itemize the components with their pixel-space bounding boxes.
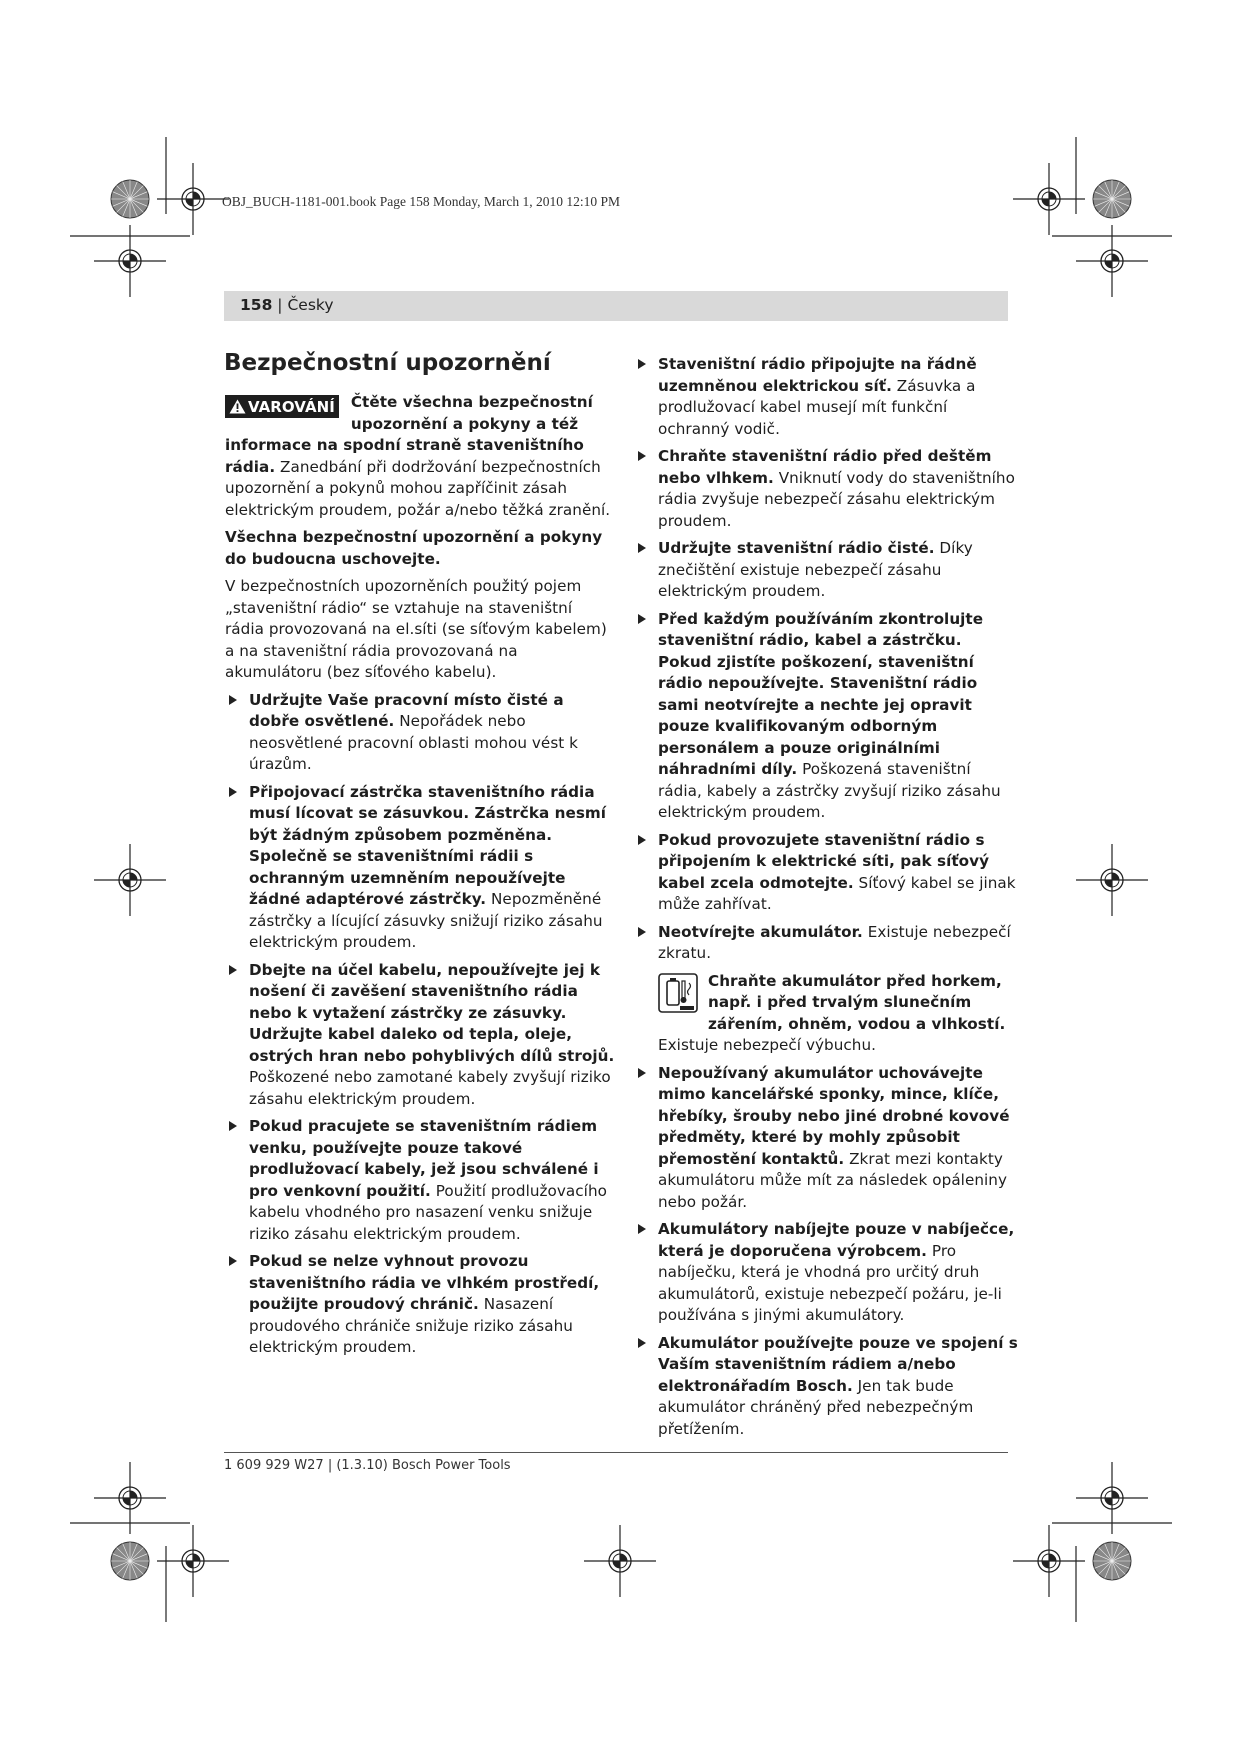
page-number: 158 — [240, 296, 273, 314]
list-item: Udržujte Vaše pracovní místo čisté a dobře osvětlené. Nepořádek nebo neosvětlené pracovní oblasti mohou vést k úrazům. — [225, 690, 615, 776]
list-item: Akumulátor používejte pouze ve spojení s Vaším staveništním rádiem a/nebo elektronářadím Bosch. Jen tak bude akumulátor chráněný před nebezpečným přetížením. — [634, 1333, 1018, 1441]
intro-text: Zanedbání při dodržování bezpečnostních upozornění a pokynů mohou zapříčinit zásah elektrickým proudem, požár a/nebo těžká zranění. — [225, 457, 611, 519]
header-separator: | — [277, 296, 283, 314]
bullet-arrow-icon — [638, 1224, 646, 1234]
keep-note-text: Všechna bezpečnostní upozornění a pokyny do budoucna uschovejte. — [225, 528, 603, 568]
page-footer: 1 609 929 W27 | (1.3.10) Bosch Power Tools — [224, 1458, 511, 1473]
keep-note — [225, 527, 615, 570]
battery-heat-warning-icon — [658, 973, 698, 1013]
bullet-arrow-icon — [229, 965, 237, 975]
list-item: Připojovací zástrčka staveništního rádia musí lícovat se zásuvkou. Zástrčka nesmí být žádným způsobem pozměněna. Společně se staveništními rádii s ochranným uzemněním nepoužívejte žádné adaptérové zástrčky. Nepozměněné zástrčky a lícující zásuvky snižují riziko zásahu elektrickým proudem. — [225, 782, 615, 954]
bullet-arrow-icon — [229, 1121, 237, 1131]
warning-triangle-icon — [229, 399, 246, 414]
list-item: Staveništní rádio připojujte na řádně uzemněnou elektrickou síť. Zásuvka a prodlužovací kabel musejí mít funkční ochranný vodič. — [634, 354, 1018, 440]
bullet-arrow-icon — [229, 695, 237, 705]
intro-paragraph — [225, 392, 615, 521]
list-item: Pokud pracujete se staveništním rádiem venku, používejte pouze takové prodlužovací kabely, jež jsou schválené i pro venkovní použití. Použití prodlužovacího kabelu vhodného pro nasazení venku snižuje riziko zásahu elektrickým proudem. — [225, 1116, 615, 1245]
bullet-arrow-icon — [229, 1256, 237, 1266]
warning-badge-label: VAROVÁNÍ — [248, 398, 335, 416]
list-item: Nepoužívaný akumulátor uchovávejte mimo kancelářské sponky, mince, klíče, hřebíky, šrouby nebo jiné drobné kovové předměty, které by mohly způsobit přemostění kontaktů. Zkrat mezi kontakty akumulátoru může mít za následek opáleniny nebo požár. — [634, 1063, 1018, 1214]
bullet-arrow-icon — [638, 1068, 646, 1078]
list-item: Dbejte na účel kabelu, nepoužívejte jej k nošení či zavěšení staveništního rádia nebo k vytažení zástrčky ze zásuvky. Udržujte kabel daleko od tepla, oleje, ostrých hran nebo pohyblivých dílů strojů. Poškozené nebo zamotané kabely zvyšují riziko zásahu elektrickým proudem. — [225, 960, 615, 1111]
heat-note-bold: Chraňte akumulátor před horkem, např. i před trvalým slunečním zářením, ohněm, vodou a vlhkostí. — [708, 971, 1006, 1033]
footer-rule — [224, 1452, 1008, 1453]
bullet-arrow-icon — [638, 1338, 646, 1348]
bullet-arrow-icon — [638, 835, 646, 845]
list-item: Pokud provozujete staveništní rádio s připojením k elektrické síti, pak síťový kabel zcela odmotejte. Síťový kabel se jinak může zahřívat. — [634, 830, 1018, 916]
bullet-arrow-icon — [638, 614, 646, 624]
section-title: Bezpečnostní upozornění — [224, 350, 551, 376]
intro-bold: Čtěte všechna bezpečnostní upozornění a pokyny a též informace na spodní straně staveništního rádia. — [225, 393, 593, 476]
header-language: Česky — [287, 296, 334, 314]
print-info-line: OBJ_BUCH-1181-001.book Page 158 Monday, March 1, 2010 12:10 PM — [222, 194, 620, 209]
list-item: Akumulátory nabíjejte pouze v nabíječce, která je doporučena výrobcem. Pro nabíječku, která je vhodná pro určitý druh akumulátorů, existuje nebezpečí požáru, je-li používána s jinými akumulátory. — [634, 1219, 1018, 1327]
list-item: Udržujte staveništní rádio čisté. Díky znečištění existuje nebezpečí zásahu elektrickým proudem. — [634, 538, 1018, 603]
bullet-arrow-icon — [638, 543, 646, 553]
bullet-arrow-icon — [638, 451, 646, 461]
heat-warning-note — [634, 971, 1018, 1057]
right-column — [634, 354, 1018, 1446]
list-item: Před každým používáním zkontrolujte staveništní rádio, kabel a zástrčku. Pokud zjistíte poškození, staveništní rádio nepoužívejte. Staveništní rádio sami neotvírejte a nechte jej opravit pouze kvalifikovaným odborným personálem a pouze originálními náhradními díly. Poškozená staveništní rádia, kabely a zástrčky zvyšují riziko zásahu elektrickým proudem. — [634, 609, 1018, 824]
warning-badge — [225, 395, 339, 418]
list-item: Pokud se nelze vyhnout provozu staveništního rádia ve vlhkém prostředí, použijte proudový chránič. Nasazení proudového chrániče snižuje riziko zásahu elektrickým proudem. — [225, 1251, 615, 1359]
bullet-arrow-icon — [229, 787, 237, 797]
bullet-arrow-icon — [638, 359, 646, 369]
bullet-arrow-icon — [638, 927, 646, 937]
term-note: V bezpečnostních upozorněních použitý pojem „staveništní rádio“ se vztahuje na staveništní rádia provozovaná na el.síti (se síťovým kabelem) a na staveništní rádia provozovaná na akumulátoru (bez síťového kabelu). — [225, 577, 607, 681]
list-item: Chraňte staveništní rádio před deštěm nebo vlhkem. Vniknutí vody do staveništního rádia zvyšuje nebezpečí zásahu elektrickým proudem. — [634, 446, 1018, 532]
page-header-bar — [224, 291, 1008, 321]
left-column — [225, 392, 615, 1365]
list-item: Neotvírejte akumulátor. Existuje nebezpečí zkratu. — [634, 922, 1018, 965]
heat-note-text: Existuje nebezpečí výbuchu. — [658, 1036, 877, 1054]
